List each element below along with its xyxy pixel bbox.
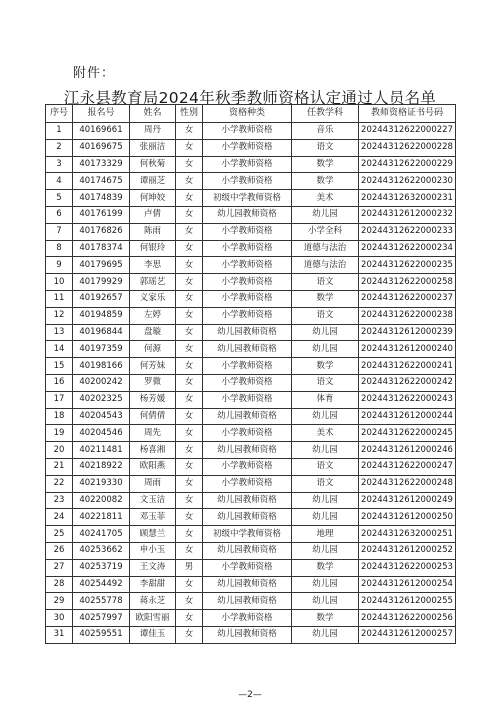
cell-subject: 地理 (292, 526, 359, 543)
table-row (46, 442, 456, 459)
cell-name: 何倩倩 (130, 408, 176, 425)
cell-qualification-type: 小学教师资格 (203, 358, 292, 375)
cell-certificate-no: 20244312612000250 (359, 509, 456, 526)
table-row (46, 542, 456, 559)
cell-name: 何芳妹 (130, 358, 176, 375)
column-header-index: 序号 (46, 105, 73, 123)
column-header-qualification-type: 资格种类 (203, 105, 292, 123)
cell-qualification-type: 小学教师资格 (203, 257, 292, 274)
cell-qualification-type: 幼儿园教师资格 (203, 492, 292, 509)
cell-name: 谭丽芝 (130, 173, 176, 190)
cell-gender: 女 (176, 458, 203, 475)
cell-qualification-type: 小学教师资格 (203, 610, 292, 627)
cell-gender: 女 (176, 290, 203, 307)
cell-gender: 女 (176, 324, 203, 341)
cell-subject: 数学 (292, 559, 359, 576)
cell-certificate-no: 20244312612000252 (359, 542, 456, 559)
cell-qualification-type: 幼儿园教师资格 (203, 509, 292, 526)
cell-gender: 女 (176, 475, 203, 492)
cell-gender: 女 (176, 139, 203, 156)
cell-registration-no: 40194859 (73, 307, 130, 324)
cell-index: 30 (46, 610, 73, 627)
table-row (46, 206, 456, 223)
cell-name: 蒋永芝 (130, 593, 176, 610)
cell-qualification-type: 小学教师资格 (203, 475, 292, 492)
cell-certificate-no: 20244312622000229 (359, 156, 456, 173)
cell-certificate-no: 20244312622000237 (359, 290, 456, 307)
cell-name: 王文涛 (130, 559, 176, 576)
cell-gender: 女 (176, 542, 203, 559)
roster-table (45, 104, 456, 644)
cell-qualification-type: 小学教师资格 (203, 391, 292, 408)
cell-subject: 语文 (292, 139, 359, 156)
cell-subject: 道德与法治 (292, 240, 359, 257)
cell-registration-no: 40253719 (73, 559, 130, 576)
cell-registration-no: 40218922 (73, 458, 130, 475)
table-row (46, 274, 456, 291)
cell-subject: 语文 (292, 307, 359, 324)
cell-gender: 女 (176, 576, 203, 593)
cell-certificate-no: 20244312622000227 (359, 123, 456, 140)
cell-certificate-no: 20244312612000257 (359, 626, 456, 643)
cell-qualification-type: 小学教师资格 (203, 307, 292, 324)
cell-gender: 女 (176, 610, 203, 627)
cell-name: 杨喜湘 (130, 442, 176, 459)
cell-registration-no: 40173329 (73, 156, 130, 173)
table-row (46, 307, 456, 324)
cell-qualification-type: 小学教师资格 (203, 425, 292, 442)
cell-registration-no: 40202325 (73, 391, 130, 408)
cell-index: 9 (46, 257, 73, 274)
cell-index: 15 (46, 358, 73, 375)
cell-subject: 音乐 (292, 123, 359, 140)
cell-gender: 女 (176, 223, 203, 240)
cell-gender: 女 (176, 123, 203, 140)
cell-qualification-type: 幼儿园教师资格 (203, 341, 292, 358)
cell-gender: 女 (176, 190, 203, 207)
cell-registration-no: 40254492 (73, 576, 130, 593)
column-header-registration-no: 报名号 (73, 105, 130, 123)
cell-qualification-type: 小学教师资格 (203, 139, 292, 156)
cell-certificate-no: 20244312622000243 (359, 391, 456, 408)
cell-gender: 女 (176, 626, 203, 643)
cell-subject: 幼儿园 (292, 576, 359, 593)
cell-gender: 女 (176, 509, 203, 526)
cell-qualification-type: 幼儿园教师资格 (203, 442, 292, 459)
cell-registration-no: 40192657 (73, 290, 130, 307)
cell-name: 盘璇 (130, 324, 176, 341)
cell-certificate-no: 20244312622000233 (359, 223, 456, 240)
cell-registration-no: 40257997 (73, 610, 130, 627)
cell-subject: 幼儿园 (292, 509, 359, 526)
table-header-row (46, 105, 456, 123)
cell-registration-no: 40241705 (73, 526, 130, 543)
cell-certificate-no: 20244312622000253 (359, 559, 456, 576)
cell-registration-no: 40253662 (73, 542, 130, 559)
cell-qualification-type: 小学教师资格 (203, 290, 292, 307)
cell-name: 周丹 (130, 123, 176, 140)
cell-qualification-type: 小学教师资格 (203, 559, 292, 576)
cell-certificate-no: 20244312612000239 (359, 324, 456, 341)
cell-name: 何源 (130, 341, 176, 358)
cell-subject: 幼儿园 (292, 542, 359, 559)
cell-name: 欧阳燕 (130, 458, 176, 475)
cell-subject: 幼儿园 (292, 593, 359, 610)
cell-certificate-no: 20244312622000247 (359, 458, 456, 475)
table-row (46, 156, 456, 173)
cell-registration-no: 40204546 (73, 425, 130, 442)
cell-certificate-no: 20244312612000249 (359, 492, 456, 509)
cell-index: 23 (46, 492, 73, 509)
cell-name: 郭瑶艺 (130, 274, 176, 291)
cell-gender: 女 (176, 408, 203, 425)
cell-index: 1 (46, 123, 73, 140)
cell-name: 义家乐 (130, 290, 176, 307)
cell-subject: 美术 (292, 190, 359, 207)
cell-qualification-type: 幼儿园教师资格 (203, 206, 292, 223)
cell-name: 张丽洁 (130, 139, 176, 156)
cell-qualification-type: 幼儿园教师资格 (203, 408, 292, 425)
cell-subject: 数学 (292, 173, 359, 190)
column-header-subject: 任教学科 (292, 105, 359, 123)
cell-index: 18 (46, 408, 73, 425)
table-row (46, 173, 456, 190)
table-row (46, 290, 456, 307)
cell-index: 17 (46, 391, 73, 408)
table-row (46, 526, 456, 543)
cell-index: 2 (46, 139, 73, 156)
cell-registration-no: 40176199 (73, 206, 130, 223)
cell-registration-no: 40169675 (73, 139, 130, 156)
cell-gender: 女 (176, 206, 203, 223)
cell-subject: 幼儿园 (292, 408, 359, 425)
cell-registration-no: 40221811 (73, 509, 130, 526)
cell-subject: 幼儿园 (292, 492, 359, 509)
table-row (46, 341, 456, 358)
table-row (46, 123, 456, 140)
cell-registration-no: 40259551 (73, 626, 130, 643)
cell-registration-no: 40197359 (73, 341, 130, 358)
cell-registration-no: 40174839 (73, 190, 130, 207)
cell-subject: 语文 (292, 458, 359, 475)
cell-gender: 女 (176, 374, 203, 391)
table-row (46, 139, 456, 156)
table-row (46, 358, 456, 375)
cell-qualification-type: 小学教师资格 (203, 173, 292, 190)
cell-subject: 幼儿园 (292, 206, 359, 223)
cell-certificate-no: 20244312612000246 (359, 442, 456, 459)
cell-registration-no: 40255778 (73, 593, 130, 610)
column-header-name: 姓名 (130, 105, 176, 123)
table-row (46, 492, 456, 509)
cell-qualification-type: 小学教师资格 (203, 156, 292, 173)
cell-gender: 女 (176, 156, 203, 173)
table-row (46, 626, 456, 643)
cell-registration-no: 40219330 (73, 475, 130, 492)
cell-gender: 女 (176, 442, 203, 459)
cell-name: 李思 (130, 257, 176, 274)
cell-subject: 数学 (292, 610, 359, 627)
cell-certificate-no: 20244312622000256 (359, 610, 456, 627)
cell-qualification-type: 幼儿园教师资格 (203, 576, 292, 593)
cell-index: 11 (46, 290, 73, 307)
cell-index: 12 (46, 307, 73, 324)
cell-qualification-type: 幼儿园教师资格 (203, 542, 292, 559)
cell-index: 16 (46, 374, 73, 391)
cell-gender: 女 (176, 307, 203, 324)
table-row (46, 240, 456, 257)
cell-subject: 美术 (292, 425, 359, 442)
cell-registration-no: 40198166 (73, 358, 130, 375)
cell-index: 4 (46, 173, 73, 190)
cell-subject: 小学全科 (292, 223, 359, 240)
cell-registration-no: 40179929 (73, 274, 130, 291)
cell-subject: 幼儿园 (292, 442, 359, 459)
cell-qualification-type: 小学教师资格 (203, 458, 292, 475)
cell-index: 21 (46, 458, 73, 475)
table-row (46, 374, 456, 391)
cell-index: 31 (46, 626, 73, 643)
page-number: —2— (238, 690, 262, 700)
cell-registration-no: 40178374 (73, 240, 130, 257)
table-row (46, 324, 456, 341)
cell-name: 卢倩 (130, 206, 176, 223)
cell-gender: 女 (176, 257, 203, 274)
cell-certificate-no: 20244312612000244 (359, 408, 456, 425)
cell-name: 何坤姣 (130, 190, 176, 207)
cell-gender: 女 (176, 274, 203, 291)
cell-registration-no: 40174675 (73, 173, 130, 190)
cell-subject: 语文 (292, 475, 359, 492)
cell-name: 周雨 (130, 475, 176, 492)
cell-certificate-no: 20244312612000240 (359, 341, 456, 358)
cell-name: 何秋菊 (130, 156, 176, 173)
cell-certificate-no: 20244312622000230 (359, 173, 456, 190)
cell-certificate-no: 20244312612000254 (359, 576, 456, 593)
cell-name: 文玉洁 (130, 492, 176, 509)
cell-name: 杨芳媛 (130, 391, 176, 408)
cell-certificate-no: 20244312622000235 (359, 257, 456, 274)
cell-name: 顾慧兰 (130, 526, 176, 543)
cell-qualification-type: 小学教师资格 (203, 223, 292, 240)
cell-subject: 数学 (292, 290, 359, 307)
cell-gender: 男 (176, 559, 203, 576)
cell-subject: 数学 (292, 358, 359, 375)
table-row (46, 408, 456, 425)
cell-registration-no: 40211481 (73, 442, 130, 459)
cell-certificate-no: 20244312622000248 (359, 475, 456, 492)
cell-gender: 女 (176, 526, 203, 543)
table-row (46, 425, 456, 442)
table-row (46, 475, 456, 492)
cell-registration-no: 40196844 (73, 324, 130, 341)
cell-name: 陈雨 (130, 223, 176, 240)
cell-registration-no: 40176826 (73, 223, 130, 240)
cell-qualification-type: 小学教师资格 (203, 274, 292, 291)
cell-registration-no: 40200242 (73, 374, 130, 391)
cell-index: 25 (46, 526, 73, 543)
cell-name: 谭佳玉 (130, 626, 176, 643)
table-row (46, 391, 456, 408)
cell-certificate-no: 20244312612000232 (359, 206, 456, 223)
column-header-gender: 性别 (176, 105, 203, 123)
cell-subject: 幼儿园 (292, 324, 359, 341)
cell-certificate-no: 20244312632000251 (359, 526, 456, 543)
cell-registration-no: 40169661 (73, 123, 130, 140)
table-row (46, 559, 456, 576)
cell-registration-no: 40179695 (73, 257, 130, 274)
table-row (46, 509, 456, 526)
cell-index: 29 (46, 593, 73, 610)
cell-index: 22 (46, 475, 73, 492)
cell-index: 20 (46, 442, 73, 459)
cell-name: 左婷 (130, 307, 176, 324)
cell-index: 28 (46, 576, 73, 593)
cell-certificate-no: 20244312622000238 (359, 307, 456, 324)
cell-subject: 语文 (292, 374, 359, 391)
cell-qualification-type: 小学教师资格 (203, 240, 292, 257)
table-row (46, 190, 456, 207)
cell-certificate-no: 20244312622000234 (359, 240, 456, 257)
cell-subject: 语文 (292, 274, 359, 291)
cell-gender: 女 (176, 593, 203, 610)
cell-gender: 女 (176, 425, 203, 442)
table-body (46, 123, 456, 644)
cell-index: 14 (46, 341, 73, 358)
cell-index: 13 (46, 324, 73, 341)
cell-qualification-type: 小学教师资格 (203, 374, 292, 391)
cell-certificate-no: 20244312622000258 (359, 274, 456, 291)
cell-qualification-type: 小学教师资格 (203, 123, 292, 140)
table-row (46, 610, 456, 627)
attachment-label: 附件： (73, 66, 116, 81)
cell-index: 10 (46, 274, 73, 291)
cell-certificate-no: 20244312622000241 (359, 358, 456, 375)
cell-name: 申小玉 (130, 542, 176, 559)
cell-subject: 幼儿园 (292, 341, 359, 358)
cell-name: 罗微 (130, 374, 176, 391)
cell-gender: 女 (176, 341, 203, 358)
cell-name: 李甜甜 (130, 576, 176, 593)
cell-qualification-type: 初级中学教师资格 (203, 190, 292, 207)
cell-name: 欧阳雪丽 (130, 610, 176, 627)
cell-certificate-no: 20244312632000231 (359, 190, 456, 207)
cell-name: 邓玉菲 (130, 509, 176, 526)
cell-index: 6 (46, 206, 73, 223)
cell-index: 7 (46, 223, 73, 240)
cell-gender: 女 (176, 391, 203, 408)
cell-subject: 道德与法治 (292, 257, 359, 274)
cell-subject: 体育 (292, 391, 359, 408)
cell-certificate-no: 20244312622000228 (359, 139, 456, 156)
cell-index: 24 (46, 509, 73, 526)
cell-subject: 幼儿园 (292, 626, 359, 643)
table-row (46, 257, 456, 274)
column-header-certificate-no: 教师资格证书号码 (359, 105, 456, 123)
cell-index: 27 (46, 559, 73, 576)
table-row (46, 593, 456, 610)
cell-name: 周先 (130, 425, 176, 442)
cell-registration-no: 40220082 (73, 492, 130, 509)
cell-gender: 女 (176, 173, 203, 190)
cell-index: 5 (46, 190, 73, 207)
document-title: 江永县教育局2024年秋季教师资格认定通过人员名单 (63, 89, 437, 107)
table-row (46, 458, 456, 475)
cell-qualification-type: 幼儿园教师资格 (203, 324, 292, 341)
cell-gender: 女 (176, 240, 203, 257)
cell-certificate-no: 20244312622000245 (359, 425, 456, 442)
table-row (46, 576, 456, 593)
cell-name: 何银玲 (130, 240, 176, 257)
table-row (46, 223, 456, 240)
cell-index: 26 (46, 542, 73, 559)
cell-gender: 女 (176, 492, 203, 509)
cell-index: 3 (46, 156, 73, 173)
cell-index: 19 (46, 425, 73, 442)
cell-index: 8 (46, 240, 73, 257)
cell-registration-no: 40204543 (73, 408, 130, 425)
cell-qualification-type: 初级中学教师资格 (203, 526, 292, 543)
cell-qualification-type: 幼儿园教师资格 (203, 593, 292, 610)
cell-qualification-type: 幼儿园教师资格 (203, 626, 292, 643)
cell-certificate-no: 20244312622000242 (359, 374, 456, 391)
cell-certificate-no: 20244312612000255 (359, 593, 456, 610)
cell-gender: 女 (176, 358, 203, 375)
cell-subject: 数学 (292, 156, 359, 173)
